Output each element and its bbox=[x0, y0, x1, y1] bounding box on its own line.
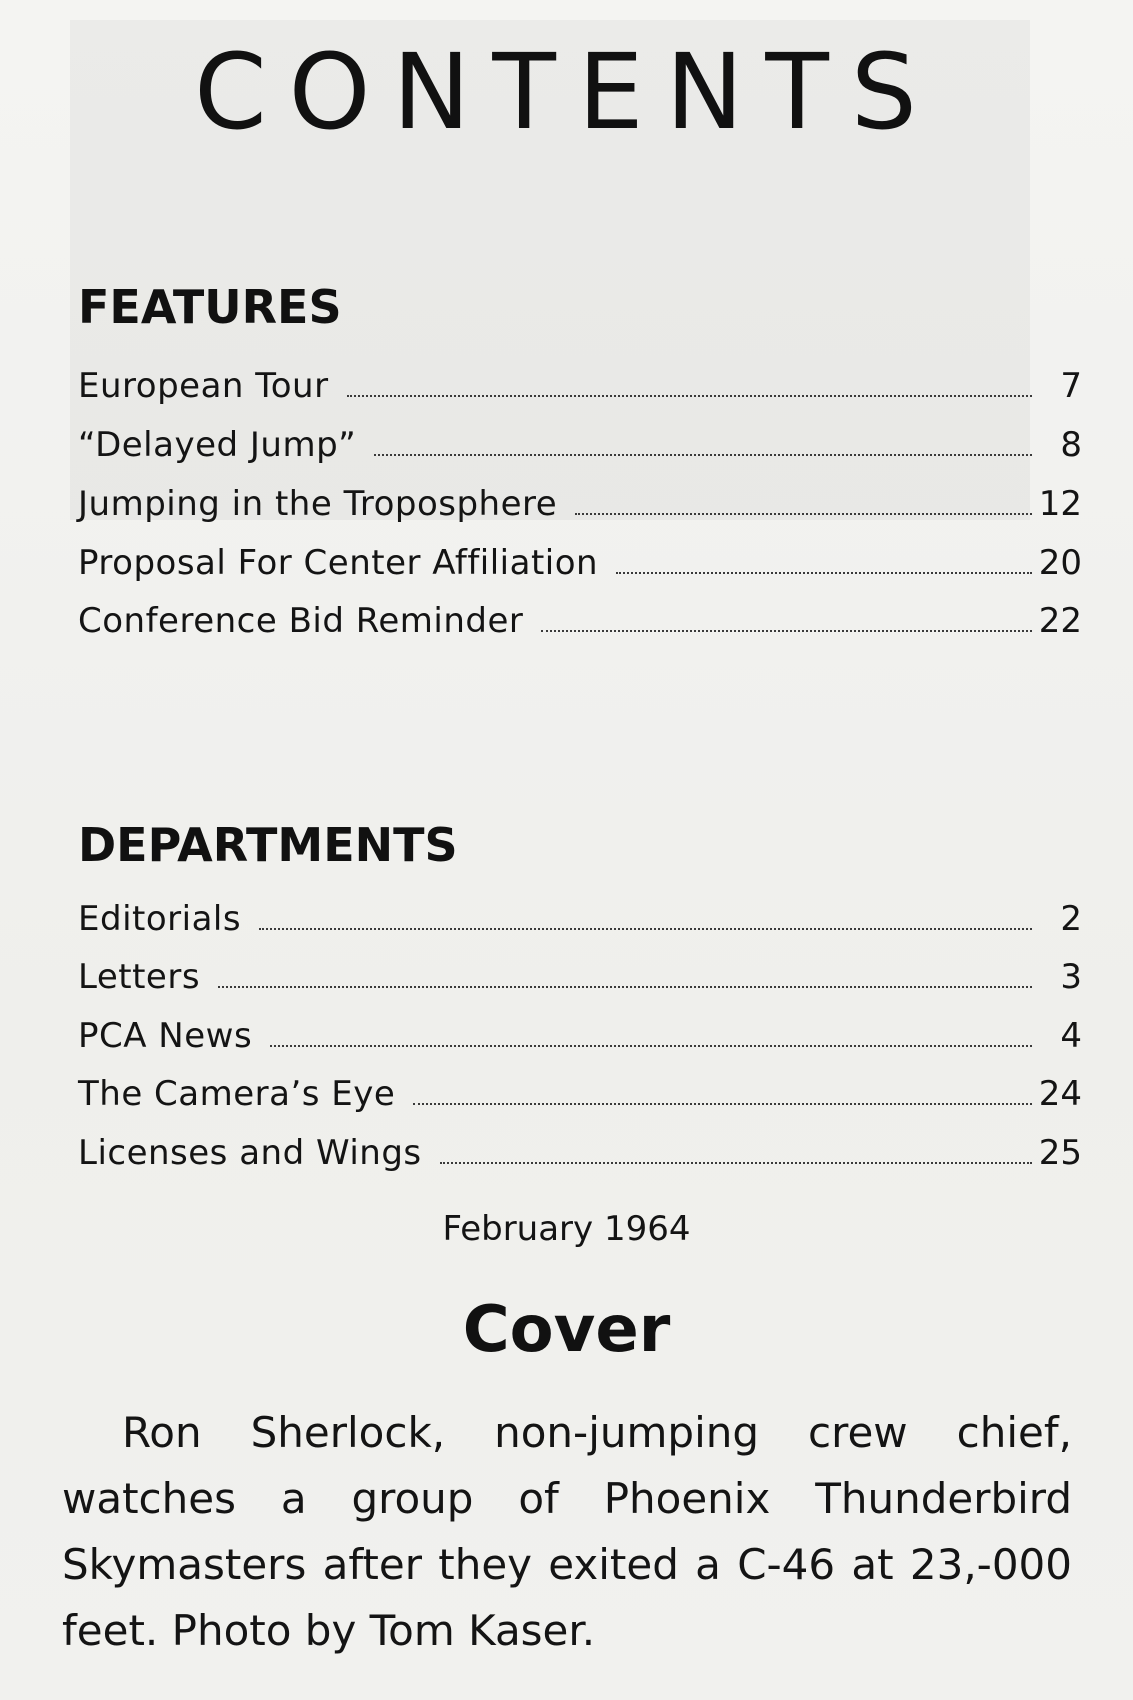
dot-leader bbox=[374, 454, 1032, 456]
dot-leader bbox=[440, 1162, 1032, 1164]
toc-entry-title: Proposal For Center Affiliation bbox=[78, 543, 599, 583]
cover-heading: Cover bbox=[462, 1293, 671, 1367]
toc-row-feature[interactable] bbox=[78, 355, 1082, 406]
toc-entry-title: European Tour bbox=[78, 366, 329, 406]
dot-leader bbox=[541, 630, 1032, 632]
toc-page-number: 7 bbox=[1060, 366, 1082, 406]
toc-page-number: 12 bbox=[1038, 484, 1082, 524]
toc-row-department[interactable] bbox=[78, 1005, 1082, 1056]
cover-caption: Ron Sherlock, non-jumping crew chief, watches a group of Phoenix Thunderbird Skymasters after they exited a C-46 at 23,-000 feet. Photo by Tom Kaser. bbox=[62, 1408, 1072, 1655]
toc-row-feature[interactable] bbox=[78, 532, 1082, 583]
dot-leader bbox=[259, 928, 1032, 930]
page-title: CONTENTS bbox=[194, 31, 939, 153]
issue-date: February 1964 bbox=[442, 1209, 691, 1249]
toc-page-number: 20 bbox=[1038, 543, 1082, 583]
toc-page-number: 25 bbox=[1038, 1133, 1082, 1173]
departments-heading: DEPARTMENTS bbox=[78, 818, 458, 872]
toc-entry-title: Licenses and Wings bbox=[78, 1133, 422, 1173]
toc-entry-title: The Camera’s Eye bbox=[78, 1074, 396, 1114]
toc-row-feature[interactable] bbox=[78, 414, 1082, 465]
toc-page-number: 24 bbox=[1038, 1074, 1082, 1114]
dot-leader bbox=[575, 513, 1032, 515]
dot-leader bbox=[270, 1045, 1032, 1047]
dot-leader bbox=[413, 1103, 1032, 1105]
features-heading: FEATURES bbox=[78, 280, 342, 334]
toc-row-department[interactable] bbox=[78, 888, 1082, 939]
toc-entry-title: Letters bbox=[78, 957, 201, 997]
toc-page-number: 4 bbox=[1060, 1016, 1082, 1056]
toc-page-number: 3 bbox=[1060, 957, 1082, 997]
toc-row-department[interactable] bbox=[78, 1122, 1082, 1173]
toc-page-number: 22 bbox=[1038, 601, 1082, 641]
toc-page-number: 2 bbox=[1060, 899, 1082, 939]
dot-leader bbox=[616, 572, 1032, 574]
toc-entry-title: “Delayed Jump” bbox=[78, 425, 357, 465]
toc-row-department[interactable] bbox=[78, 946, 1082, 997]
toc-entry-title: Editorials bbox=[78, 899, 242, 939]
toc-row-feature[interactable] bbox=[78, 473, 1082, 524]
toc-page-number: 8 bbox=[1060, 425, 1082, 465]
toc-entry-title: Jumping in the Troposphere bbox=[78, 484, 558, 524]
toc-row-feature[interactable] bbox=[78, 590, 1082, 641]
dot-leader bbox=[347, 395, 1032, 397]
toc-row-department[interactable] bbox=[78, 1063, 1082, 1114]
toc-entry-title: PCA News bbox=[78, 1016, 253, 1056]
dot-leader bbox=[218, 986, 1032, 988]
toc-entry-title: Conference Bid Reminder bbox=[78, 601, 524, 641]
